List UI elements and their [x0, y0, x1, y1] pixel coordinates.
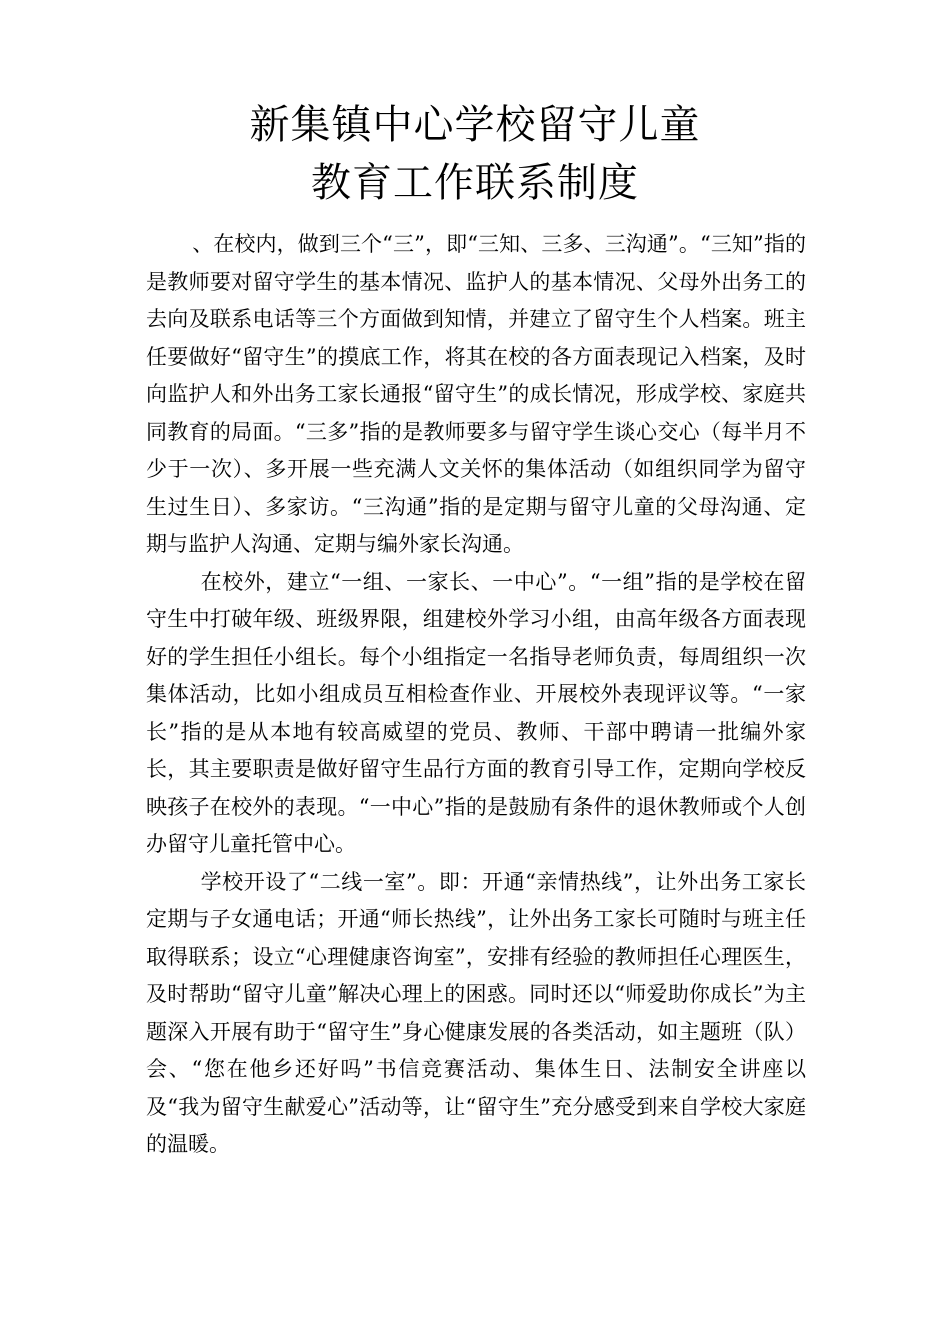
document-title [0, 96, 950, 212]
paragraph-in-school: 、在校内，做到三个“三”，即“三知、三多、三沟通”。“三知”指的是教师要对留守学生的基本情况、监护人的基本情况、父母外出务工的去向及联系电话等三个方面做到知情，并建立了留守生个人档案。班主任要做好“留守生”的摸底工作，将其在校的各方面表现记入档案，及时向监护人和外出务工家长通报“留守生”的成长情况，形成学校、家庭共同教育的局面。“三多”指的是教师要多与留守学生谈心交心（每半月不少于一次）、多开展一些充满人文关怀的集体活动（如组织同学为留守生过生日）、多家访。“三沟通”指的是定期与留守儿童的父母沟通、定期与监护人沟通、定期与编外家长沟通。 [146, 232, 806, 556]
title-line-2: 教育工作联系制度 [311, 160, 639, 206]
title-line-1: 新集镇中心学校留守儿童 [249, 102, 701, 148]
document-body [146, 226, 806, 1164]
paragraph-outside-school: 在校外，建立“一组、一家长、一中心”。“一组”指的是学校在留守生中打破年级、班级界限，组建校外学习小组，由高年级各方面表现好的学生担任小组长。每个小组指定一名指导老师负责，每周组织一次集体活动，比如小组成员互相检查作业、开展校外表现评议等。“一家长”指的是从本地有较高威望的党员、教师、干部中聘请一批编外家长，其主要职责是做好留守生品行方面的教育引导工作，定期向学校反映孩子在校外的表现。“一中心”指的是鼓励有条件的退休教师或个人创办留守儿童托管中心。 [146, 569, 806, 856]
paragraph-two-lines-one-room: 学校开设了“二线一室”。即：开通“亲情热线”，让外出务工家长定期与子女通电话；开通“师长热线”，让外出务工家长可随时与班主任取得联系；设立“心理健康咨询室”，安排有经验的教师担任心理医生，及时帮助“留守儿童”解决心理上的困惑。同时还以“师爱助你成长”为主题深入开展有助于“留守生”身心健康发展的各类活动，如主题班（队）会、“您在他乡还好吗”书信竞赛活动、集体生日、法制安全讲座以及“我为留守生献爱心”活动等，让“留守生”充分感受到来自学校大家庭的温暖。 [146, 869, 806, 1156]
